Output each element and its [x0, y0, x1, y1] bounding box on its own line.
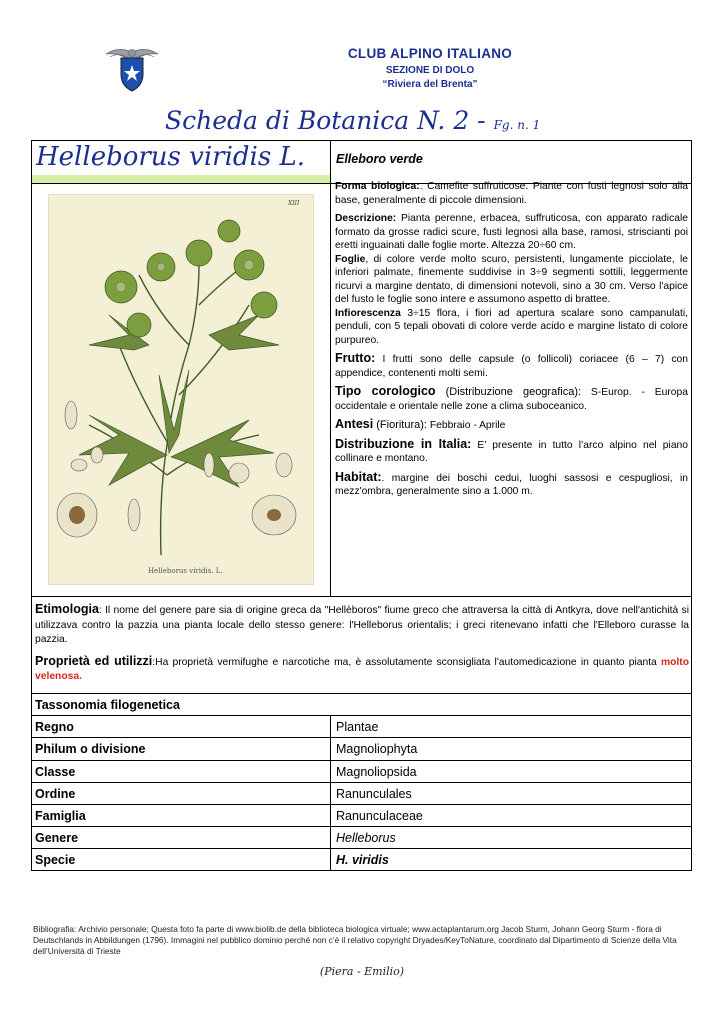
divider	[31, 760, 692, 761]
club-subtitle: “Riviera del Brenta”	[382, 79, 478, 90]
tipo-paren: (Distribuzione geografica):	[435, 386, 582, 398]
taxonomy-rank: Ordine	[35, 787, 76, 801]
forma-biologica	[335, 180, 688, 207]
divider	[330, 183, 331, 596]
description-column	[335, 180, 688, 504]
frutto	[335, 352, 688, 380]
divider	[31, 693, 692, 694]
etymology	[35, 602, 689, 648]
sheet-title	[165, 106, 540, 135]
tipo-label: Tipo corologico	[335, 384, 436, 398]
common-name: Elleboro verde	[336, 152, 423, 166]
botanical-plate-image	[48, 194, 314, 585]
divider	[330, 715, 331, 871]
taxonomy-rank: Classe	[35, 765, 76, 779]
forma-label: Forma biologica:	[335, 181, 420, 192]
taxonomy-value: Magnoliopsida	[336, 765, 417, 779]
plate-label: Helleborus viridis. L.	[148, 567, 223, 575]
habitat	[335, 471, 688, 499]
club-section: SEZIONE DI DOLO	[385, 65, 475, 76]
properties	[35, 654, 689, 685]
descr-label: Descrizione:	[335, 213, 397, 224]
toxicity-warning: molto velenosa.	[35, 656, 690, 682]
antesi	[335, 418, 688, 433]
divider	[31, 826, 692, 827]
cai-logo	[104, 44, 160, 92]
properties-label: Proprietà ed utilizzi	[35, 653, 153, 668]
infio-text: 3÷15 flora, i fiori ad apertura scalare sono campanulati, penduli, con 5 tepali obovati di colore verde acido e margine listato di colore purpureo.	[335, 307, 688, 346]
taxonomy-value: Helleborus	[336, 831, 396, 845]
frutto-label: Frutto:	[335, 351, 376, 365]
divider	[31, 596, 692, 597]
bibliography: Bibliografia: Archivio personale; Questa foto fa parte di www.biolib.de della biblioteca biologica virtuale; www.actaplantarum.org Jacob Sturm, Johann Georg Sturm - flora di Deutschlands in Abbildungen (1796). Immagini nel pubblico dominio perché non c’è il relativo copyright Dryades/KeyToNature, coordinato dal Dipartimento di Scienze della Vita dell’Università di Trieste	[33, 924, 677, 956]
etymology-text: : Il nome del genere pare sia di origine greca da "Hellèboros" fiume greco che attraversa la città di Antkyra, dove nell'antichità si utilizzava contro la pazzia una pianta locale dello stesso genere: l'Helleborus orientalis; i greci ritenevano infatti che l'Elleboro curasse la pazzia.	[35, 605, 689, 645]
club-name: CLUB ALPINO ITALIANO	[347, 46, 513, 61]
taxonomy-value: Ranunculales	[336, 787, 412, 801]
forma-text: . Camefite suffruticose. Piante con fusti legnosi solo alla base, generalmente di piccole dimensioni.	[335, 181, 688, 206]
tipo-text: S-Europ. - Europa occidentale e orientale nelle zone a clima suboceanico.	[335, 387, 688, 412]
etymology-section	[35, 602, 689, 691]
antesi-text: Febbraio - Aprile	[426, 420, 506, 431]
divider	[31, 804, 692, 805]
club-header	[265, 46, 595, 90]
taxonomy-value: Plantae	[336, 720, 379, 734]
descr-text: Pianta perenne, erbacea, suffruticosa, con apparato radicale formato da grosse radici scure, fusti legnosi alla base, ramosi, striscianti poi eretti inguainati dalle foglie morte. Altezza 20÷60 cm.	[335, 213, 688, 251]
distr-label: Distribuzione in Italia:	[335, 436, 472, 451]
taxonomy-value: H. viridis	[336, 853, 389, 867]
etymology-label: Etimologia	[35, 602, 99, 616]
taxonomy-rank: Regno	[35, 720, 74, 734]
taxonomy-rank: Philum o divisione	[35, 742, 146, 756]
taxonomy-rank: Famiglia	[35, 809, 86, 823]
habitat-label: Habitat:	[335, 469, 382, 484]
authors: (Piera - Emilio)	[319, 965, 405, 978]
frutto-text: I frutti sono delle capsule (o follicoli) coriacee (6 – 7) con appendice, contenenti molti semi.	[335, 354, 688, 379]
taxonomy-value: Ranunculaceae	[336, 809, 423, 823]
divider	[31, 715, 692, 716]
plate-number: XIII	[288, 200, 300, 207]
infiorescenza	[335, 307, 688, 348]
taxonomy-rank: Genere	[35, 831, 79, 845]
habitat-text: . margine dei boschi cedui, luoghi sassosi e cespugliosi, in mezz'ombra, generalmente sino a 1.000 m.	[335, 472, 688, 497]
distribuzione	[335, 438, 688, 466]
divider	[31, 782, 692, 783]
foglie-text: , di colore verde molto scuro, persistenti, lungamente picciolate, le inferiori palmate, finemente suddivise in 3÷9 segmenti sottili, leggermente ricurvi a margine dentato, di dimensioni notevoli, sino a 30 cm. Verso l'apice del fusto le foglie sono intere e assumono aspetto di brattee.	[335, 253, 688, 305]
divider	[31, 848, 692, 849]
divider	[330, 140, 331, 183]
sheet-title-main: Scheda di Botanica N. 2 -	[165, 106, 494, 135]
foglie-label: Foglie	[335, 253, 366, 265]
infio-label: Infiorescenza	[335, 307, 401, 319]
antesi-label: Antesi	[335, 417, 374, 431]
antesi-paren: (Fioritura):	[373, 419, 427, 431]
taxonomy-value: Magnoliophyta	[336, 742, 418, 756]
descrizione	[335, 212, 688, 253]
green-band	[32, 175, 330, 183]
scientific-name: Helleborus viridis L.	[36, 142, 306, 172]
tipo-corologico	[335, 385, 688, 413]
foglie	[335, 253, 688, 307]
distr-text: E’ presente in tutto l’arco alpino nel piano collinare e montano.	[335, 439, 688, 464]
taxonomy-header: Tassonomia filogenetica	[35, 698, 180, 712]
divider	[31, 737, 692, 738]
sheet-title-ref: Fg. n. 1	[493, 118, 541, 132]
taxonomy-rank: Specie	[35, 853, 76, 867]
properties-text: :Ha proprietà vermifughe e narcotiche ma, è assolutamente sconsigliata l'automedicazione in quanto pianta	[152, 656, 661, 668]
